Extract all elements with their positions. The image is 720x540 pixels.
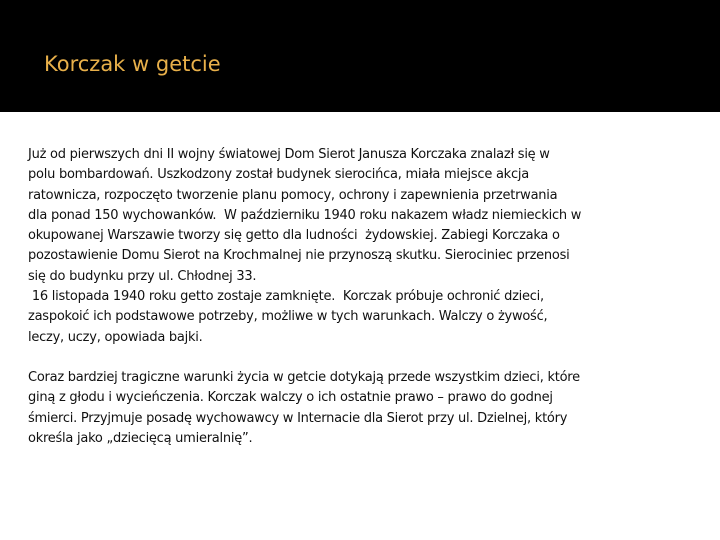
text-line: 16 listopada 1940 roku getto zostaje zamknięte. Korczak próbuje ochronić dzieci, [28,289,544,305]
text-line: polu bombardowań. Uszkodzony został budynek sierocińca, miała miejsce akcja [28,167,529,183]
paragraph-spacer [28,348,690,368]
paragraph-1 [28,145,690,348]
text-line: zaspokoić ich podstawowe potrzeby, możliwe w tych warunkach. Walczy o żywość, [28,309,548,325]
slide-title: Korczak w getcie [44,52,221,76]
text-line: śmierci. Przyjmuje posadę wychowawcy w Internacie dla Sierot przy ul. Dzielnej, który [28,410,568,426]
text-line: giną z głodu i wycieńczenia. Korczak walczy o ich ostatnie prawo – prawo do godnej [28,390,553,406]
text-line: określa jako „dziecięcą umieralnię”. [28,430,253,446]
slide-body [28,145,690,449]
text-line: leczy, uczy, opowiada bajki. [28,329,203,345]
paragraph-2 [28,368,690,449]
text-line: okupowanej Warszawie tworzy się getto dla ludności żydowskiej. Zabiegi Korczaka o [28,228,560,244]
text-line: dla ponad 150 wychowanków. W październiku 1940 roku nakazem władz niemieckich w [28,207,582,223]
header-divider [0,112,720,117]
text-line: ratownicza, rozpoczęto tworzenie planu pomocy, ochrony i zapewnienia przetrwania [28,187,558,203]
text-line: Już od pierwszych dni II wojny światowej Dom Sierot Janusza Korczaka znalazł się w [28,147,550,162]
text-line: pozostawienie Domu Sierot na Krochmalnej nie przynoszą skutku. Sierociniec przenosi [28,248,570,264]
title-bar [0,0,720,112]
text-line: Coraz bardziej tragiczne warunki życia w getcie dotykają przede wszystkim dzieci, które [28,369,580,385]
text-line: się do budynku przy ul. Chłodnej 33. [28,268,257,284]
